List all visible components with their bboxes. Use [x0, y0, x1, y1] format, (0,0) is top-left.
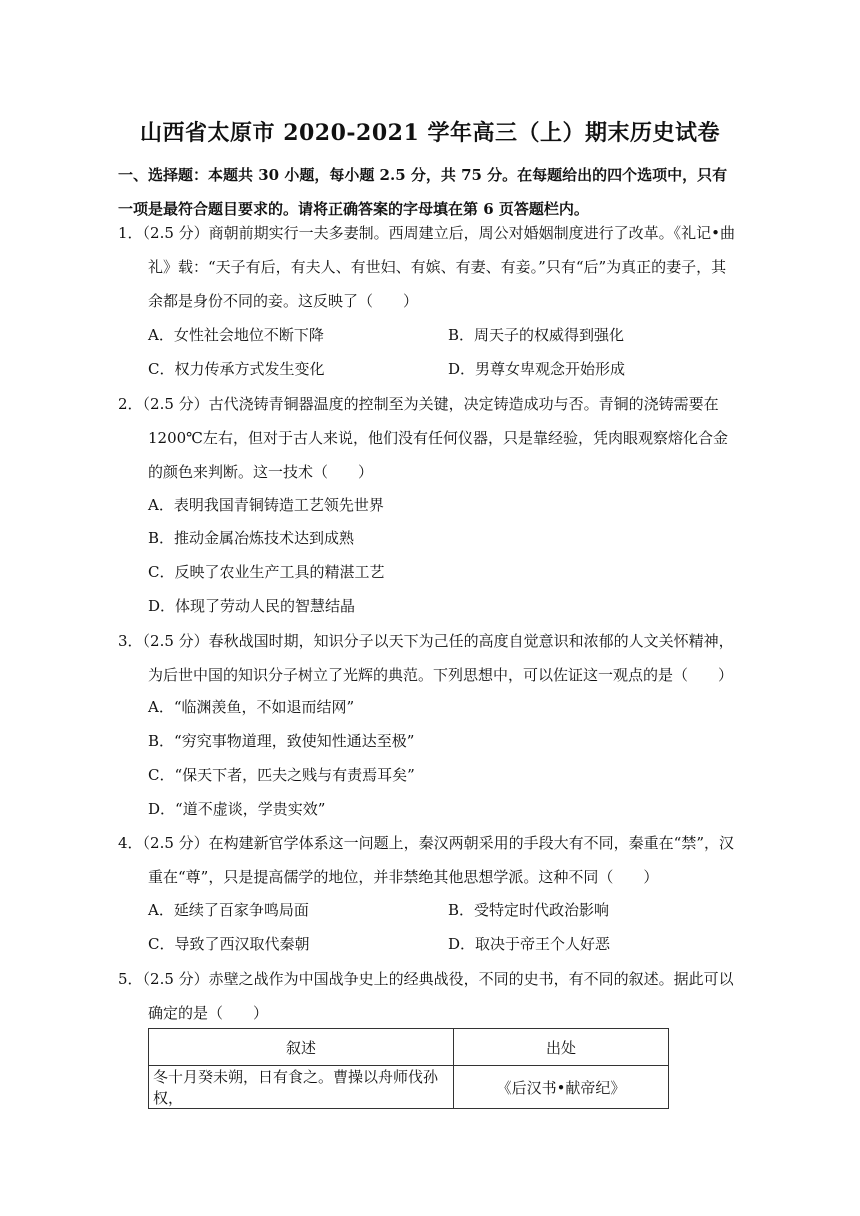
section-heading: 一、选择题：本题共 30 小题，每小题 2.5 分，共 75 分。在每题给出的四个选项中，只有一项是最符合题目要求的。请将正确答案的字母填在第 6 页答题栏内。: [118, 166, 728, 218]
question-2: [118, 387, 738, 489]
question-1-stem: 1．（2.5 分）商朝前期实行一夫多妻制。西周建立后，周公对婚姻制度进行了改革。《礼记•曲礼》载：“天子有后，有夫人、有世妇、有嫔、有妻、有妾。”只有“后”为真正的妻子，其余都是身份不同的妾。这反映了（ ）: [118, 224, 736, 310]
table-cell-source: 《后汉书•献帝纪》: [454, 1066, 669, 1109]
question-4-option-d: D．取决于帝王个人好恶: [448, 935, 611, 953]
table-cell-narration: 冬十月癸未朔，日有食之。曹操以舟师伐孙权，: [149, 1066, 454, 1109]
question-4-stem: 4．（2.5 分）在构建新官学体系这一问题上，秦汉两朝采用的手段大有不同，秦重在“禁”，汉重在“尊”，只是提高儒学的地位，并非禁绝其他思想学派。这种不同（ ）: [118, 834, 735, 886]
question-3: [118, 624, 738, 692]
question-3-option-a: A．“临渊羡鱼，不如退而结网”: [148, 698, 355, 716]
table-header-source: 出处: [454, 1029, 669, 1066]
table-header-row: [149, 1029, 669, 1066]
question-1: [118, 216, 738, 318]
question-3-stem: 3．（2.5 分）春秋战国时期，知识分子以天下为己任的高度自觉意识和浓郁的人文关怀精神，为后世中国的知识分子树立了光辉的典范。下列思想中，可以佐证这一观点的是（ ）: [118, 632, 734, 684]
question-1-option-a: A．女性社会地位不断下降: [148, 326, 324, 344]
question-4-option-c: C．导致了西汉取代秦朝: [148, 935, 310, 953]
table-header-narration: 叙述: [149, 1029, 454, 1066]
exam-title: 山西省太原市 2020-2021 学年高三（上）期末历史试卷: [140, 120, 720, 146]
table-row: [149, 1066, 669, 1109]
question-1-option-d: D．男尊女卑观念开始形成: [448, 360, 626, 378]
source-table: [148, 1028, 669, 1109]
question-3-option-d: D．“道不虚谈，学贵实效”: [148, 800, 326, 818]
question-2-stem: 2．（2.5 分）古代浇铸青铜器温度的控制至为关键，决定铸造成功与否。青铜的浇铸需要在 1200℃左右，但对于古人来说，他们没有任何仪器，只是靠经验，凭肉眼观察熔化合金的颜色来判断。这一技术（ ）: [118, 395, 728, 481]
question-5-stem: 5．（2.5 分）赤壁之战作为中国战争史上的经典战役，不同的史书，有不同的叙述。据此可以确定的是（ ）: [118, 970, 734, 1022]
question-3-option-c: C．“保天下者，匹夫之贱与有责焉耳矣”: [148, 766, 415, 784]
question-2-option-c: C．反映了农业生产工具的精湛工艺: [148, 563, 385, 581]
question-2-option-b: B．推动金属冶炼技术达到成熟: [148, 529, 355, 547]
question-2-option-d: D．体现了劳动人民的智慧结晶: [148, 597, 356, 615]
question-4-option-a: A．延续了百家争鸣局面: [148, 901, 309, 919]
question-2-option-a: A．表明我国青铜铸造工艺领先世界: [148, 496, 384, 514]
question-1-option-c: C．权力传承方式发生变化: [148, 360, 325, 378]
question-1-option-b: B．周天子的权威得到强化: [448, 326, 625, 344]
question-3-option-b: B．“穷究事物道理，致使知性通达至极”: [148, 732, 415, 750]
question-4-option-b: B．受特定时代政治影响: [448, 901, 610, 919]
question-4: [118, 826, 738, 894]
question-5: [118, 962, 738, 1030]
